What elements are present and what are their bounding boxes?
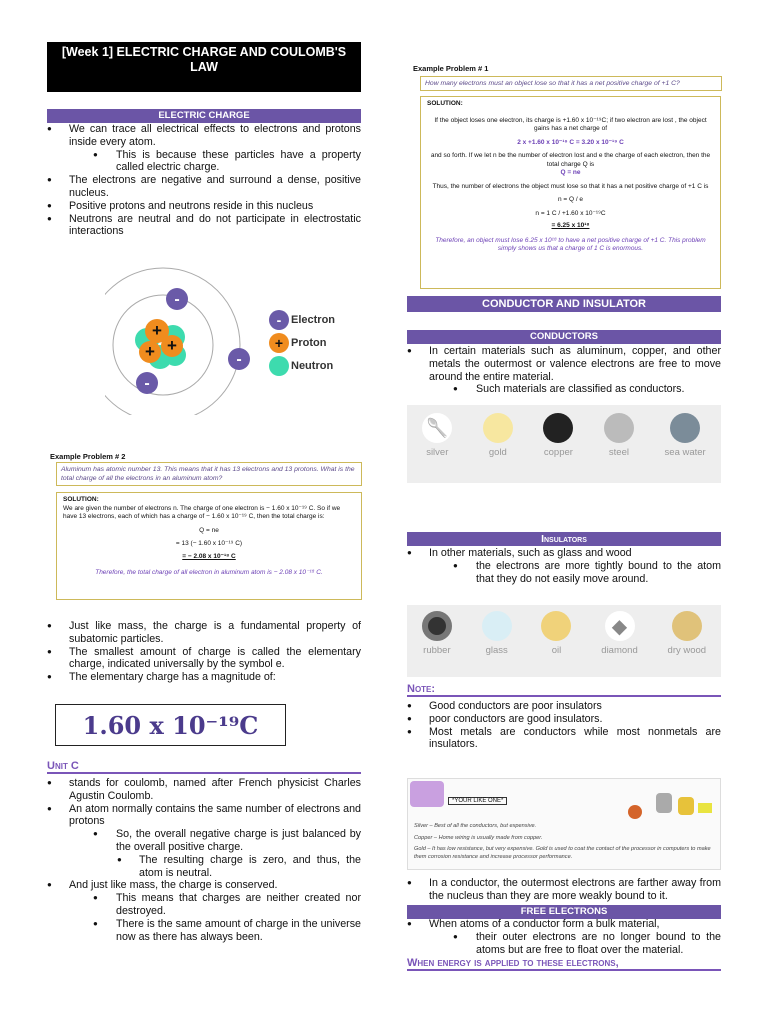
- conductors-list: [407, 345, 721, 396]
- svg-text:-: -: [276, 312, 282, 328]
- free-electrons-header: FREE ELECTRONS: [407, 905, 721, 919]
- material-steel: steel: [604, 413, 634, 483]
- solution-label: SOLUTION:: [427, 100, 463, 107]
- material-glass: glass: [482, 611, 512, 677]
- example1-label: Example Problem # 1: [413, 64, 489, 73]
- diamond-icon: ◆: [605, 611, 635, 641]
- legend-neutron: Neutron: [291, 360, 334, 372]
- equation: Q = ne: [560, 169, 581, 176]
- fact-text: [414, 823, 714, 861]
- page-title: [Week 1] ELECTRIC CHARGE AND COULOMB'S LAW: [47, 42, 361, 92]
- list-item: ● Most metals are conductors while most nonmetals are insulators.: [407, 726, 721, 752]
- note-header: Note:: [407, 683, 721, 697]
- wave-icon: [670, 413, 700, 443]
- example2-question: Aluminum has atomic number 13. This means that it has 13 electrons and 13 protons. What is the total charge of all the electrons in an aluminum atom?: [56, 462, 362, 486]
- list-item: ● And just like mass, the charge is conserved.: [47, 879, 361, 892]
- steel-beam-icon: [604, 413, 634, 443]
- list-item: ● Good conductors are poor insulators: [407, 700, 721, 713]
- equation-result: = 6.25 x 10¹⁸: [551, 222, 590, 229]
- unit-c-header: Unit C: [47, 760, 361, 774]
- example2-label: Example Problem # 2: [50, 452, 126, 461]
- list-item: ● stands for coulomb, named after French physicist Charles Agustin Coulomb.: [47, 777, 361, 803]
- note-list: [407, 700, 721, 751]
- fact-gold: Gold – It has low resistance, but very expensive. Gold is used to coat the contact of the processor in computers to make them corrosion resistance and increase processor performance.: [414, 846, 711, 860]
- svg-text:-: -: [144, 375, 150, 392]
- atom-diagram: [105, 265, 375, 415]
- fact-badge: *YOUR LIKE ONE*: [448, 797, 507, 805]
- equation: n = 1 C / +1.60 x 10⁻¹⁹C: [535, 209, 606, 217]
- material-oil: oil: [541, 611, 571, 677]
- charge-property-list: [47, 620, 361, 684]
- list-item: ● This means that charges are neither created nor destroyed.: [47, 892, 361, 918]
- list-item: ● In other materials, such as glass and wood: [407, 547, 721, 560]
- solution-text: If the object loses one electron, its charge is +1.60 x 10⁻¹⁹C; if two electron are lost , the object gains has a net charge of: [434, 116, 707, 132]
- legend-proton: Proton: [291, 337, 327, 349]
- copper-wire-icon: [543, 413, 573, 443]
- svg-text:-: -: [174, 291, 180, 308]
- example1-solution: [420, 96, 721, 289]
- svg-text:-: -: [236, 351, 242, 368]
- legend-electron: Electron: [291, 314, 336, 326]
- unit-c-list: [47, 777, 361, 943]
- material-diamond: ◆ diamond: [601, 611, 637, 677]
- insulators-list: [407, 547, 721, 585]
- example1-question: How many electrons must an object lose so that it has a net positive charge of +1 C?: [420, 76, 722, 91]
- equation-result: = − 2.08 x 10⁻¹⁸ C: [182, 552, 236, 560]
- list-item: ● In certain materials such as aluminum, copper, and other metals the outermost or valence electrons are free to move around the entire material.: [407, 345, 721, 383]
- svg-text:+: +: [274, 335, 284, 351]
- list-item: ● When atoms of a conductor form a bulk material,: [407, 918, 721, 931]
- electric-charge-list: [47, 123, 361, 238]
- svg-text:+: +: [145, 342, 155, 361]
- electric-charge-header: ELECTRIC CHARGE: [47, 109, 361, 123]
- fact-silver: Silver – Best of all the conductors, but expensive.: [414, 823, 537, 829]
- material-sea-water: sea water: [665, 413, 706, 483]
- list-item: ● An atom normally contains the same number of electrons and protons: [47, 803, 361, 829]
- list-item: ● Just like mass, the charge is a fundamental property of subatomic particles.: [47, 620, 361, 646]
- list-item: ● The smallest amount of charge is called the elementary charge, indicated universally by the symbol e.: [47, 646, 361, 672]
- list-item: ● The electrons are negative and surround a dense, positive nucleus.: [47, 174, 361, 200]
- insulator-materials: [407, 605, 721, 677]
- material-copper: copper: [543, 413, 573, 483]
- material-silver: 🥄 silver: [422, 413, 452, 483]
- fact-copper: Copper – Home wiring is usually made from copper.: [414, 834, 543, 841]
- equation: n = Q / e: [557, 196, 584, 203]
- elementary-charge-box: 1.60 x 10⁻¹⁹C: [55, 704, 286, 746]
- atom-legend: [269, 310, 289, 376]
- list-item: ● Neutrons are neutral and do not participate in electrostatic interactions: [47, 213, 361, 239]
- equation: Q = ne: [199, 526, 219, 534]
- list-item: ● Positive protons and neutrons reside in this nucleus: [47, 200, 361, 213]
- oil-bottle-icon: [541, 611, 571, 641]
- svg-text:+: +: [167, 336, 177, 355]
- insulators-header: Insulators: [407, 532, 721, 546]
- list-item: ● There is the same amount of charge in the universe now as there has always been.: [47, 918, 361, 944]
- free-electrons-list: [407, 918, 721, 956]
- conductor-far-list: [407, 877, 721, 903]
- list-item: ● their outer electrons are no longer bound to the atoms but are free to float over the material.: [407, 931, 721, 957]
- example2-solution: [56, 492, 362, 600]
- rubber-ring-icon: [422, 611, 452, 641]
- conductor-materials: [407, 405, 721, 483]
- conductor-insulator-header: CONDUCTOR AND INSULATOR: [407, 296, 721, 312]
- list-item: ● So, the overall negative charge is just balanced by the overall positive charge.: [47, 828, 361, 854]
- solution-text: We are given the number of electrons n. The charge of one electron is − 1.60 x 10⁻¹⁹ C. So if we have 13 electrons, each of which has a charge of − 1.60 x 10⁻¹⁹ C, then the total charge is:: [63, 504, 341, 520]
- solution-label: SOLUTION:: [63, 496, 99, 503]
- solution-text: Thus, the number of electrons the object must lose so that it has a net positive charge of +1 C is: [432, 182, 709, 190]
- list-item: ● In a conductor, the outermost electrons are farther away from the nucleus than they are more weakly bound to it.: [407, 877, 721, 903]
- conductors-header: CONDUCTORS: [407, 330, 721, 344]
- solution-conclusion: Therefore, an object must lose 6.25 x 10¹⁸ to have a net positive charge of +1 C. This problem simply shows us that a charge of 1 C is enormous.: [435, 236, 706, 252]
- list-item: ● Such materials are classified as conductors.: [407, 383, 721, 396]
- cartoon-icon: [410, 781, 444, 807]
- list-item: ● poor conductors are good insulators.: [407, 713, 721, 726]
- cartoon-metals-icon: [626, 783, 716, 827]
- conductor-fact-card: [407, 778, 721, 870]
- energy-header: When energy is applied to these electrons,: [407, 957, 721, 971]
- wood-plank-icon: [672, 611, 702, 641]
- nucleus: [135, 319, 186, 369]
- list-item: ● The resulting charge is zero, and thus, the atom is neutral.: [47, 854, 361, 880]
- list-item: ● the electrons are more tightly bound to the atom that they do not easily move around.: [407, 560, 721, 586]
- equation: = 13 (− 1.60 x 10⁻¹⁹ C): [175, 540, 243, 547]
- solution-conclusion: Therefore, the total charge of all electron in aluminum atom is − 2.08 x 10⁻¹⁸ C.: [95, 569, 323, 576]
- list-item: ● This is because these particles have a property called electric charge.: [47, 149, 361, 175]
- list-item: ● The elementary charge has a magnitude of:: [47, 671, 361, 684]
- gold-bar-icon: [483, 413, 513, 443]
- equation: 2 x +1.60 x 10⁻¹⁹ C = 3.20 x 10⁻¹⁹ C: [517, 138, 624, 146]
- svg-text:+: +: [152, 321, 162, 340]
- material-gold: gold: [483, 413, 513, 483]
- material-rubber: rubber: [422, 611, 452, 677]
- list-item: ● We can trace all electrical effects to electrons and protons inside every atom.: [47, 123, 361, 149]
- glass-icon: [482, 611, 512, 641]
- material-dry-wood: dry wood: [668, 611, 707, 677]
- solution-text: and so forth. If we let n be the number of electron lost and e the charge of each electron, then the total charge Q is: [430, 152, 711, 168]
- spoon-icon: 🥄: [422, 413, 452, 443]
